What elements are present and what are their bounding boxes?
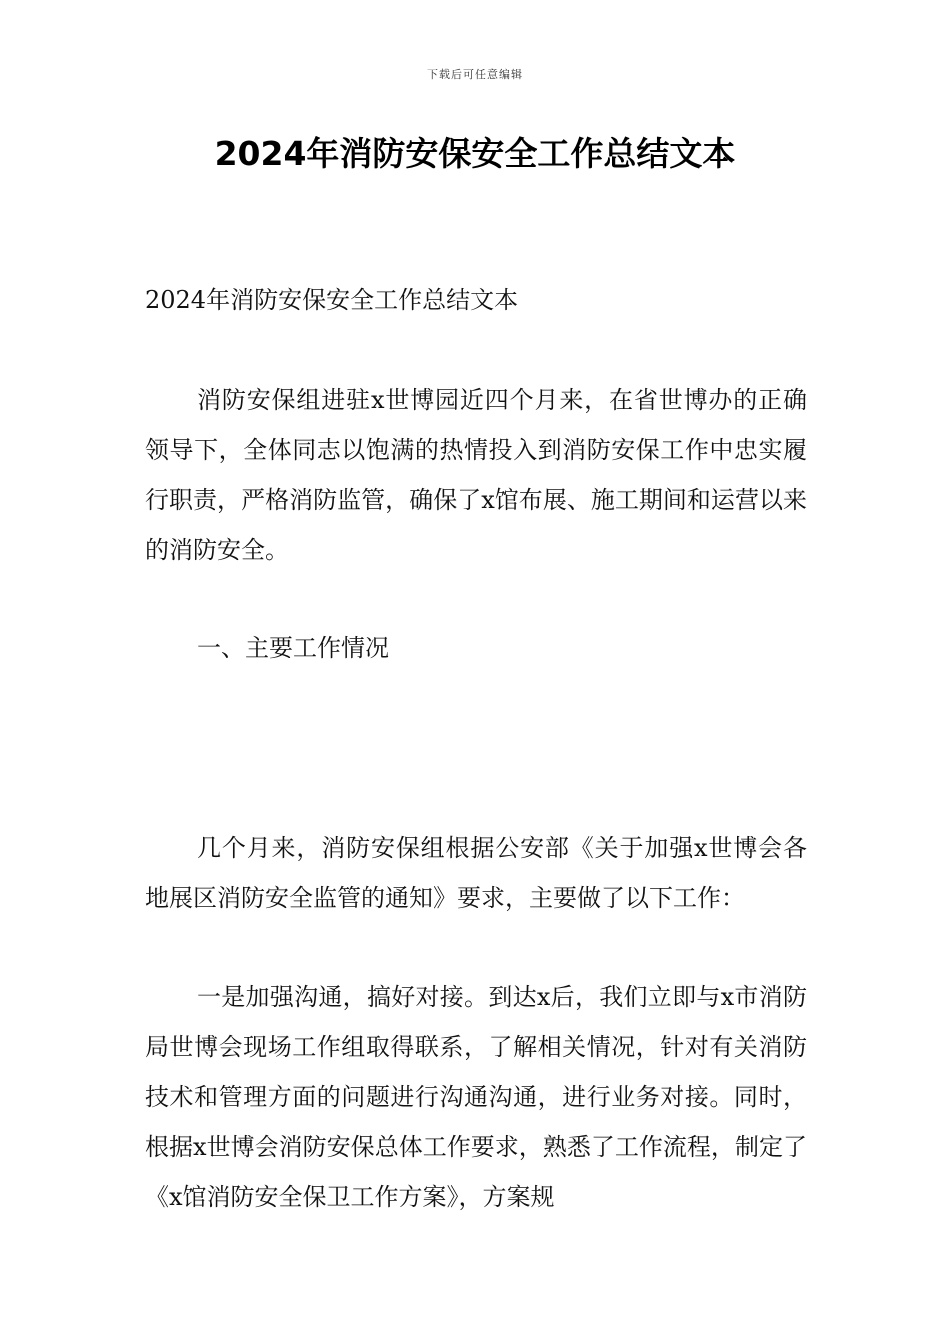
- paragraph-overview: 几个月来，消防安保组根据公安部《关于加强x世博会各地展区消防安全监管的通知》要求，主要做了以下工作：: [145, 834, 807, 912]
- header-note: 下载后可任意编辑: [427, 68, 523, 81]
- paragraph-communication: 一是加强沟通，搞好对接。到达x后，我们立即与x市消防局世博会现场工作组取得联系，了解相关情况，针对有关消防技术和管理方面的问题进行沟通沟通，进行业务对接。同时，根据x世博会消防安保总体工作要求，熟悉了工作流程，制定了《x馆消防安全保卫工作方案》，方案规: [145, 983, 807, 1211]
- document-subtitle: 2024年消防安保安全工作总结文本: [145, 286, 519, 314]
- section-heading: 一、主要工作情况: [197, 634, 389, 662]
- document-title: 2024年消防安保安全工作总结文本: [214, 134, 736, 173]
- paragraph-intro: 消防安保组进驻x世博园近四个月来，在省世博办的正确领导下，全体同志以饱满的热情投入到消防安保工作中忠实履行职责，严格消防监管，确保了x馆布展、施工期间和运营以来的消防安全。: [145, 386, 807, 564]
